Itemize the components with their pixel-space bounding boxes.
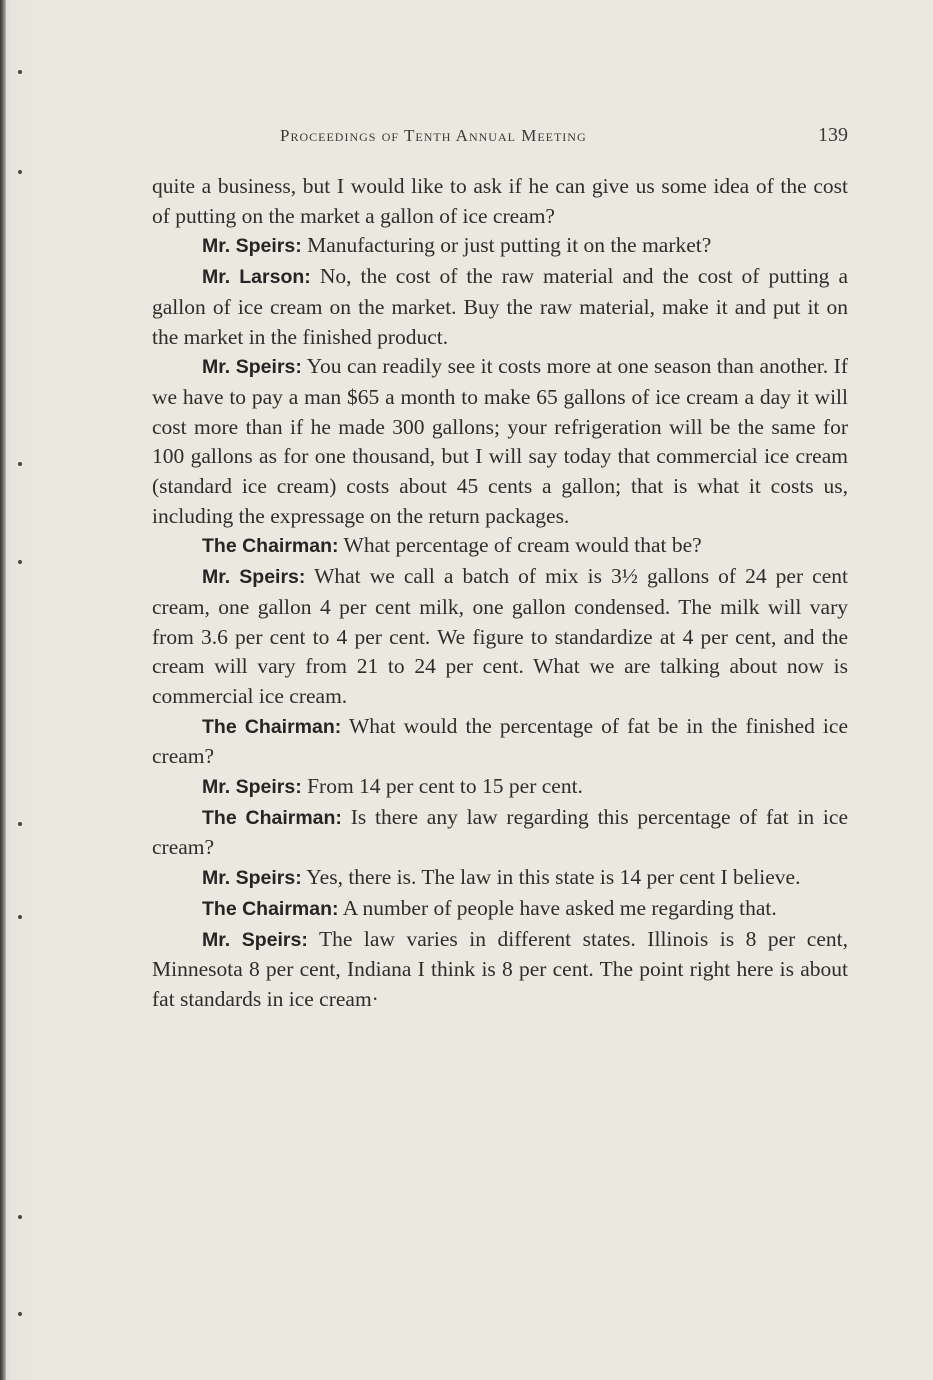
paragraph-text: A number of people have asked me regarding that. — [342, 895, 777, 920]
paragraph-text: No, the cost of the raw material and the cost of putting a gallon of ice cream on the market. Buy the raw material, make it and put it on the market in the finished product. — [152, 264, 848, 349]
paragraph — [152, 531, 848, 562]
paragraph — [152, 712, 848, 772]
paragraph-text: From 14 per cent to 15 per cent. — [307, 774, 583, 799]
running-title: Proceedings of Tenth Annual Meeting — [280, 126, 587, 145]
speaker-label: The Chairman: — [202, 535, 339, 558]
page-header — [150, 122, 850, 152]
speaker-label: Mr. Speirs: — [202, 867, 302, 890]
scan-speck — [18, 822, 22, 826]
body-text — [152, 172, 848, 1015]
page-binding-edge — [0, 0, 6, 1380]
paragraph-text: The law varies in different states. Illinois is 8 per cent, Minnesota 8 per cent, Indiana I think is 8 per cent. The point right here is about fat standards in ice cream· — [152, 926, 848, 1011]
paragraph-text: quite a business, but I would like to ask if he can give us some idea of the cost of putting on the market a gallon of ice cream? — [152, 174, 848, 228]
paragraph-text: Yes, there is. The law in this state is 14 per cent I believe. — [306, 865, 801, 890]
speaker-label: Mr. Speirs: — [202, 566, 306, 589]
paragraph — [152, 231, 848, 262]
speaker-label: Mr. Larson: — [202, 266, 311, 289]
paragraph-text: What we call a batch of mix is 3½ gallons of 24 per cent cream, one gallon 4 per cent milk, one gallon condensed. The milk will vary from 3.6 per cent to 4 per cent. We figure to standardize at 4 per cent, and the cream will vary from 21 to 24 per cent. What we are talking about now is commercial ice cream. — [152, 564, 848, 708]
scan-speck — [18, 70, 22, 74]
paragraph-text: Manufacturing or just putting it on the market? — [307, 233, 712, 258]
speaker-label: Mr. Speirs: — [202, 356, 302, 379]
speaker-label: Mr. Speirs: — [202, 928, 308, 951]
scan-speck — [18, 170, 22, 174]
paragraph — [152, 925, 848, 1015]
scan-speck — [18, 1215, 22, 1219]
paragraph-text: What would the percentage of fat be in the finished ice cream? — [152, 713, 848, 769]
speaker-label: The Chairman: — [202, 715, 342, 738]
paragraph — [152, 894, 848, 925]
paragraph — [152, 262, 848, 352]
paragraph — [152, 352, 848, 531]
paragraph-text: What percentage of cream would that be? — [343, 533, 702, 558]
paragraph — [152, 772, 848, 803]
paragraph-text: Is there any law regarding this percentage of fat in ice cream? — [152, 804, 848, 860]
scan-speck — [18, 1312, 22, 1316]
speaker-label: The Chairman: — [202, 806, 342, 829]
scan-speck — [18, 915, 22, 919]
speaker-label: Mr. Speirs: — [202, 776, 302, 799]
paragraph — [152, 562, 848, 712]
speaker-label: Mr. Speirs: — [202, 235, 302, 258]
paragraph — [152, 863, 848, 894]
speaker-label: The Chairman: — [202, 897, 339, 920]
scan-speck — [18, 462, 22, 466]
paragraph-text: You can readily see it costs more at one season than another. If we have to pay a man $65 a month to make 65 gallons of ice cream a day it will cost more than if he made 300 gallons; your refrigeration will be the same for 100 gallons as for one thousand, but I will say today that commercial ice cream (standard ice cream) costs about 45 cents a gallon; that is what it costs us, including the expressage on the return packages. — [152, 354, 848, 528]
paragraph — [152, 172, 848, 231]
paragraph — [152, 803, 848, 863]
page-number: 139 — [818, 124, 848, 146]
scan-speck — [18, 560, 22, 564]
